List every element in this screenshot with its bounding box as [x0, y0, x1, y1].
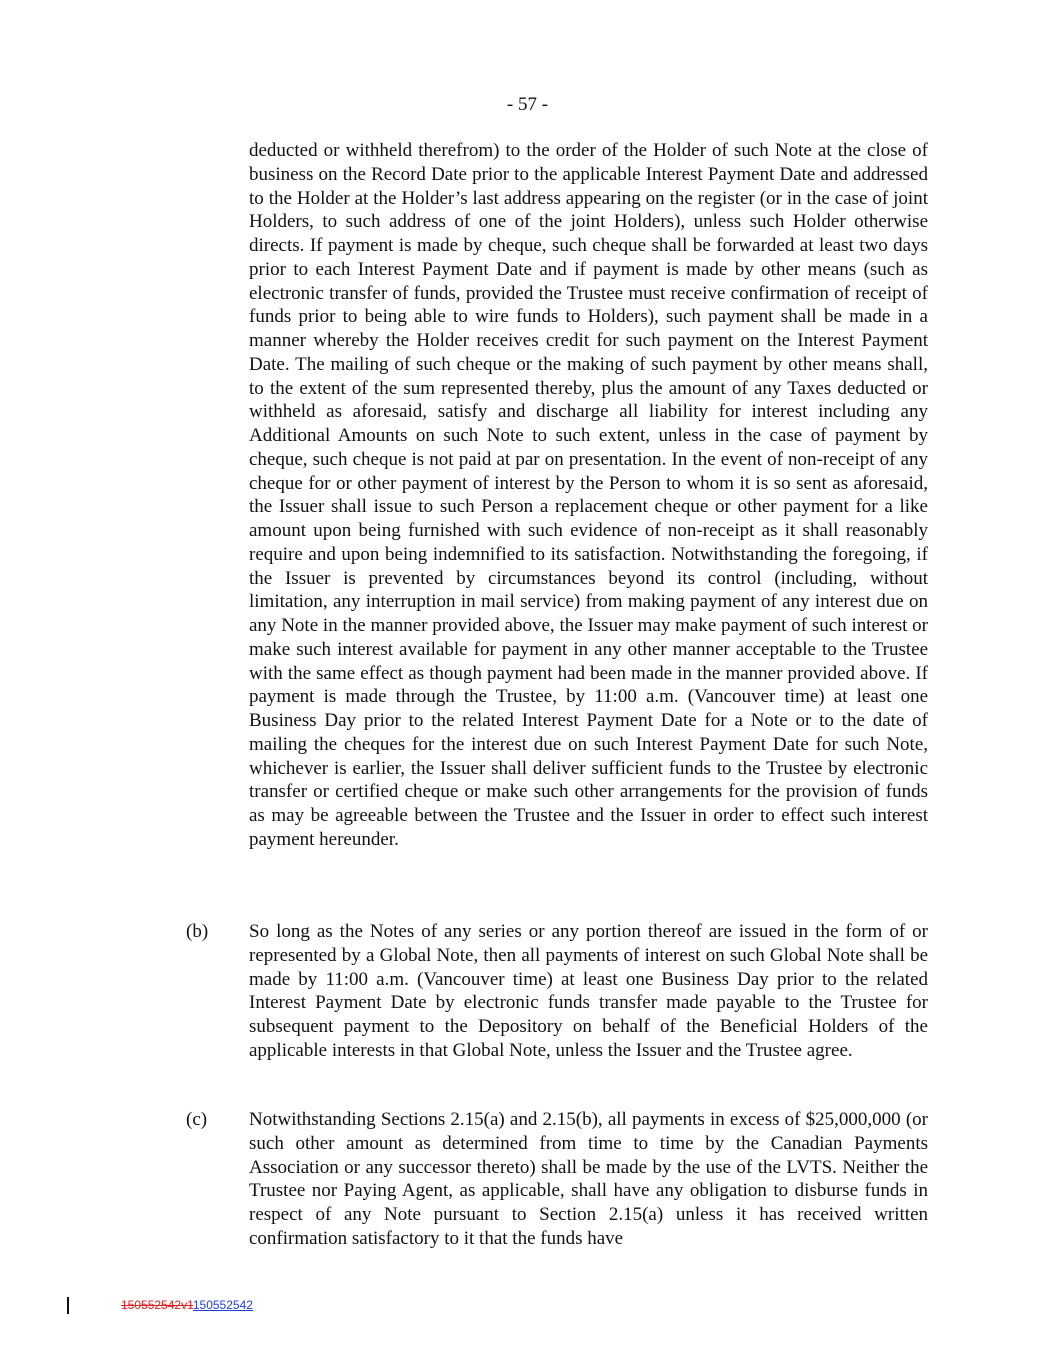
list-item-c-text: Notwithstanding Sections 2.15(a) and 2.15(b), all payments in excess of $25,000,000 (or such other amount as determined from time to time by the Canadian Payments Association or any successor thereto) shall be made by the use of the LVTS. Neither the Trustee nor Paying Agent, as applicable, shall have any obligation to disburse funds in respect of any Note pursuant to Section 2.15(a) unless it has received written confirmation satisfactory to it that the funds have: [249, 1109, 928, 1249]
continuation-paragraph: deducted or withheld therefrom) to the order of the Holder of such Note at the close of business on the Record Date prior to the applicable Interest Payment Date and addressed to the Holder at the Holder’s last address appearing on the register (or in the case of joint Holders, to such address of one of the joint Holders), unless such Holder otherwise directs. If payment is made by cheque, such cheque shall be forwarded at least two days prior to each Interest Payment Date and if payment is made by other means (such as electronic transfer of funds, provided the Trustee must receive confirmation of receipt of funds prior to being able to wire funds to Holders), such payment shall be made in a manner whereby the Holder receives credit for such payment on the Interest Payment Date. The mailing of such cheque or the making of such payment by other means shall, to the extent of the sum represented thereby, plus the amount of any Taxes deducted or withheld as aforesaid, satisfy and discharge all liability for interest including any Additional Amounts on such Note to such extent, unless in the case of payment by cheque, such cheque is not paid at par on presentation. In the event of non-receipt of any cheque for or other payment of interest by the Person to whom it is so sent as aforesaid, the Issuer shall issue to such Person a replacement cheque or other payment for a like amount upon being furnished with such evidence of non-receipt as it shall reasonably require and upon being indemnified to its satisfaction. Notwithstanding the foregoing, if the Issuer is prevented by circumstances beyond its control (including, without limitation, any interruption in mail service) from making payment of any interest due on any Note in the manner provided above, the Issuer may make payment of such interest or make such interest available for payment in any other manner acceptable to the Trustee with the same effect as though payment had been made in the manner provided above. If payment is made through the Trustee, by 11:00 a.m. (Vancouver time) at least one Business Day prior to the related Interest Payment Date for a Note or to the date of mailing the cheques for the interest due on such Interest Payment Date for such Note, whichever is earlier, the Issuer shall deliver sufficient funds to the Trustee by electronic transfer or certified cheque or make such other arrangements for the provision of funds as may be agreeable between the Trustee and the Issuer in order to effect such interest payment hereunder.: [249, 140, 928, 850]
list-item-c-label: (c): [186, 1109, 208, 1130]
document-id-inserted: 150552542: [192, 1298, 253, 1312]
list-item-b-text: So long as the Notes of any series or any portion thereof are issued in the form of or represented by a Global Note, then all payments of interest on such Global Note shall be made by 11:00 a.m. (Vancouver time) at least one Business Day prior to the related Interest Payment Date by electronic funds transfer made payable to the Trustee for subsequent payment to the Depository on behalf of the Beneficial Holders of the applicable interests in that Global Note, unless the Issuer and the Trustee agree.: [249, 921, 928, 1061]
revision-change-bar: [67, 1297, 69, 1314]
page-number: - 57 -: [506, 94, 549, 115]
list-item-b: [186, 920, 928, 1063]
document-id-deleted: 150552542v1: [121, 1298, 193, 1312]
document-id: [121, 1298, 253, 1313]
list-item-b-label: (b): [186, 921, 209, 942]
list-item-c: [186, 1108, 928, 1251]
